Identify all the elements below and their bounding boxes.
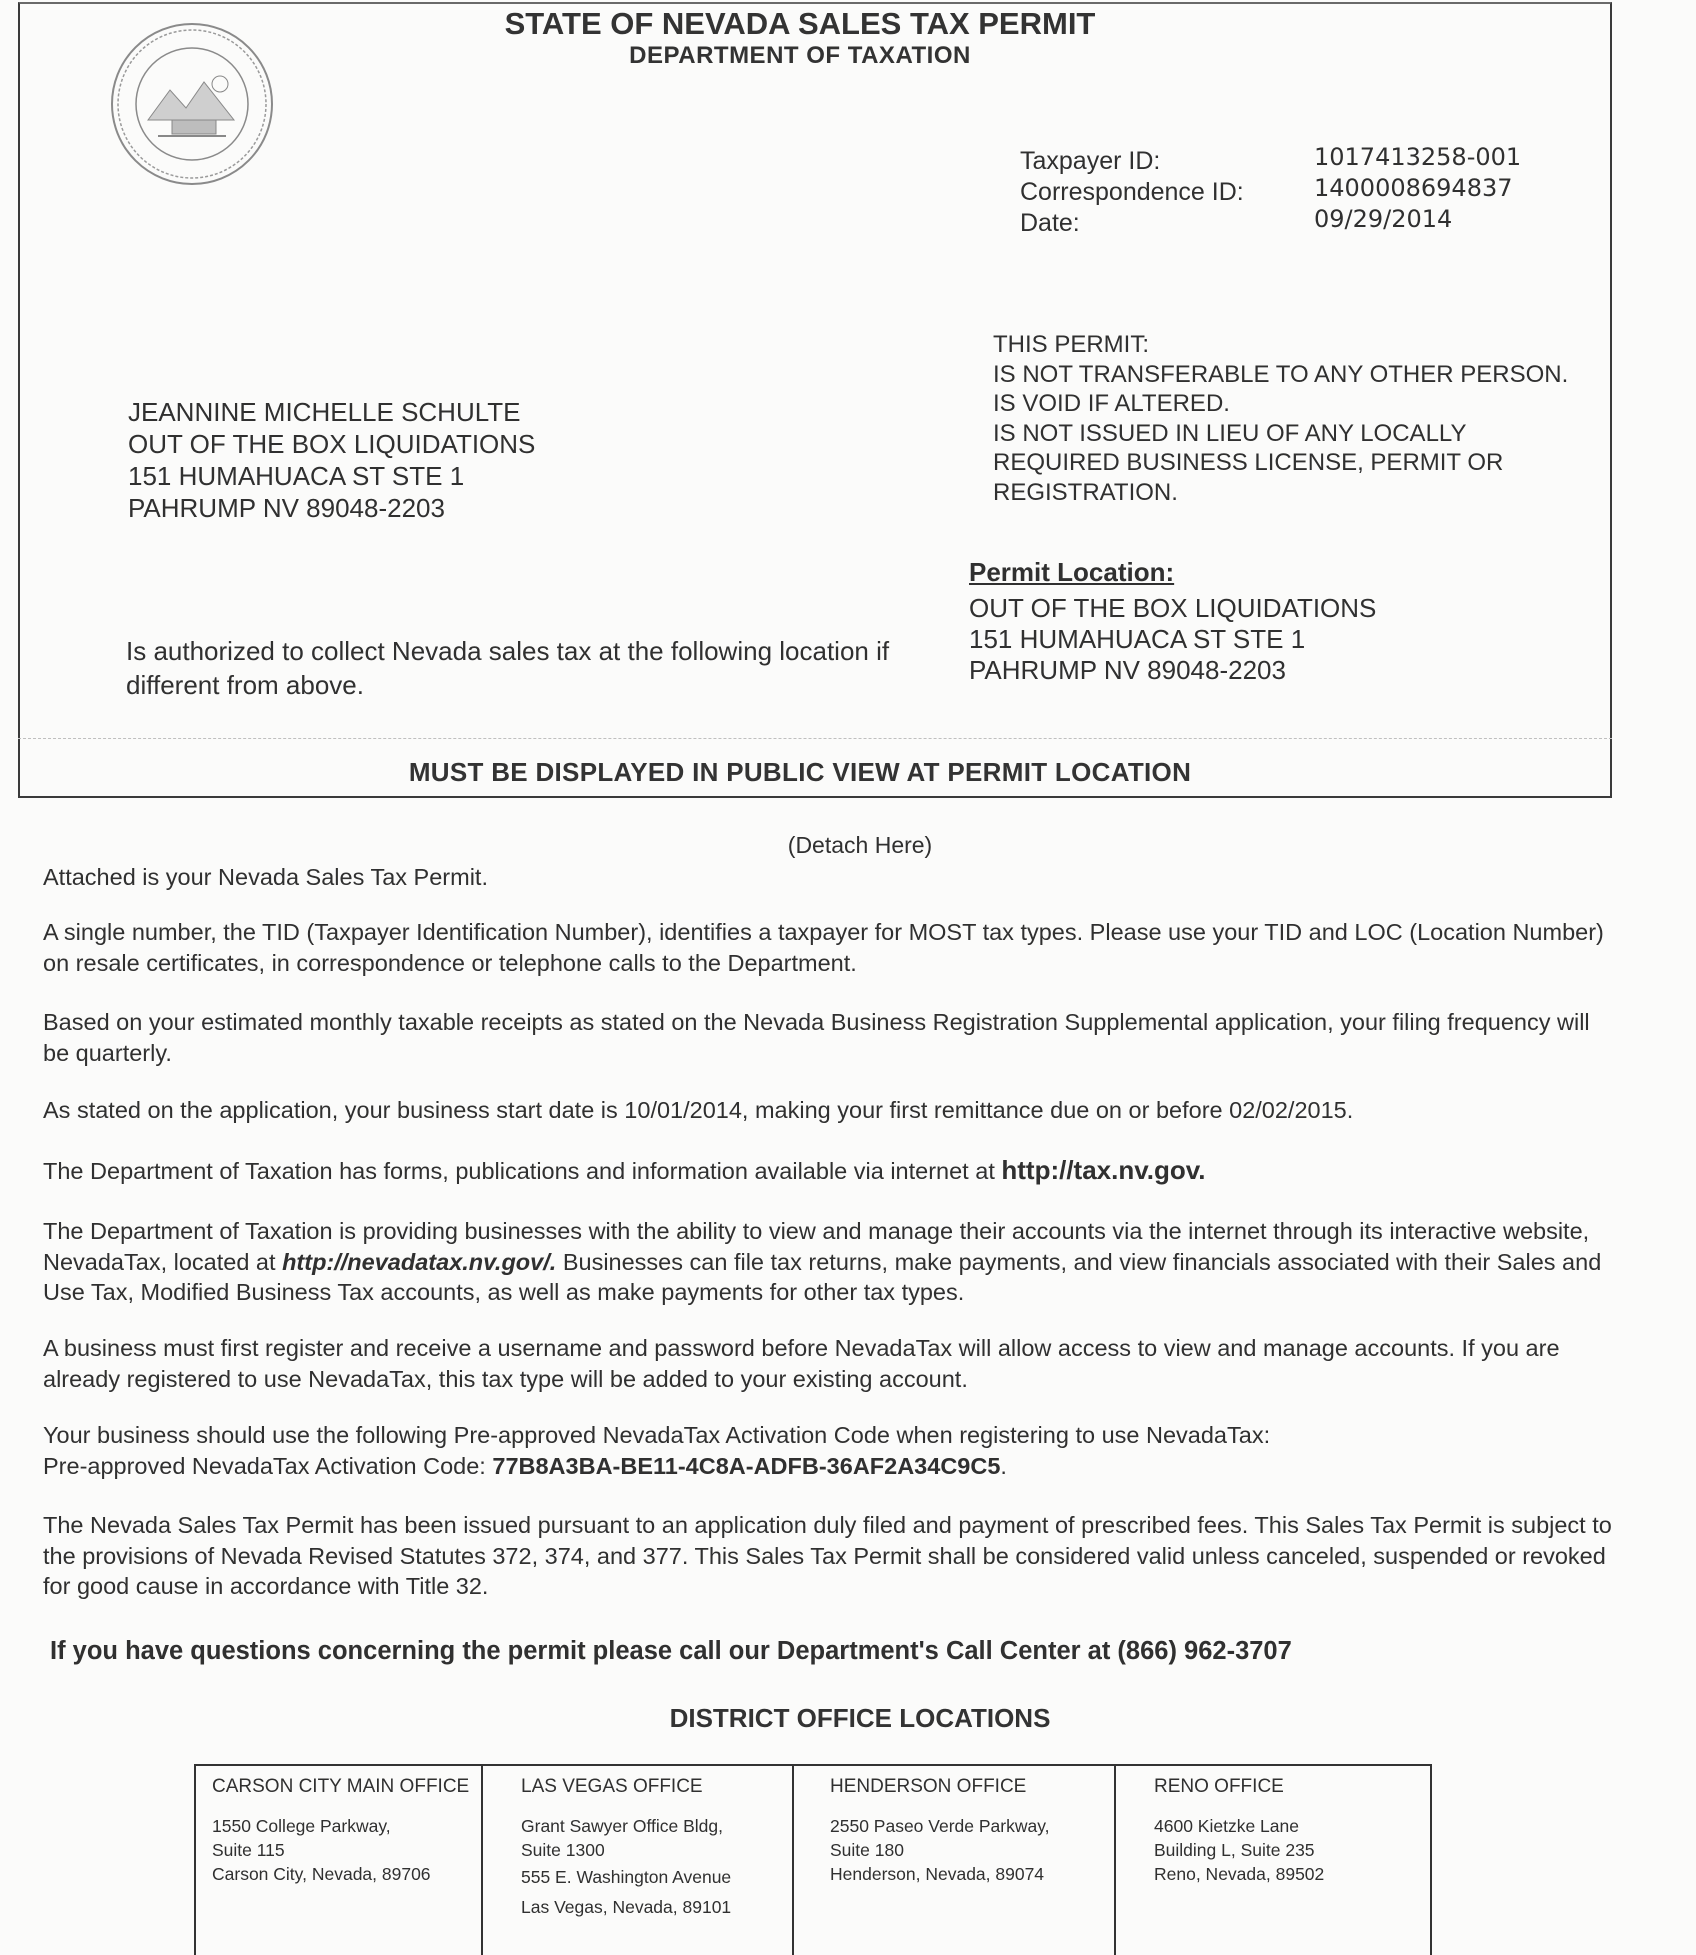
office-line: 555 E. Washington Avenue: [521, 1867, 732, 1887]
activation-intro: Your business should use the following Pre-approved NevadaTax Activation Code when registering to use NevadaTax:: [43, 1422, 1271, 1448]
notice-line: REGISTRATION.: [993, 478, 1178, 506]
office-line: 4600 Kietzke Lane: [1154, 1816, 1299, 1836]
notice-line: THIS PERMIT:: [993, 331, 1150, 358]
notice-line: REQUIRED BUSINESS LICENSE, PERMIT OR: [993, 449, 1504, 476]
notice-line: IS VOID IF ALTERED.: [993, 390, 1230, 417]
office-reno: [1116, 1766, 1430, 1955]
date-label: Date:: [1020, 209, 1080, 237]
state-seal-icon: [108, 20, 276, 188]
taxpayer-id-label: Taxpayer ID:: [1020, 147, 1161, 175]
office-line: Reno, Nevada, 89502: [1154, 1864, 1325, 1884]
district-offices-heading: DISTRICT OFFICE LOCATIONS: [669, 1703, 1051, 1733]
letter-paragraph-4: As stated on the application, your business start date is 10/01/2014, making your first remittance due on or before 02/02/2015.: [43, 1097, 1354, 1123]
detach-label: (Detach Here): [787, 832, 933, 858]
nevadatax-link[interactable]: http://nevadatax.nv.gov/.: [282, 1248, 557, 1275]
notice-line: IS NOT ISSUED IN LIEU OF ANY LOCALLY: [993, 419, 1467, 447]
permit-location-address: [969, 593, 1376, 686]
letter-paragraph-3: Based on your estimated monthly taxable receipts as stated on the Nevada Business Registration Supplemental application, your filing frequency will be quarterly.: [43, 1009, 1590, 1066]
location-line: 151 HUMAHUACA ST STE 1: [969, 624, 1306, 654]
department-name: DEPARTMENT OF TAXATION: [629, 42, 971, 69]
office-line: 1550 College Parkway,: [212, 1816, 391, 1836]
letter-paragraph-2: A single number, the TID (Taxpayer Identification Number), identifies a taxpayer for MOST tax types. Please use your TID and LOC (Location Number) on resale certificates, in correspondence or telephone calls to the Department.: [43, 919, 1604, 976]
letter-paragraph-8: [43, 1420, 1613, 1481]
letter-paragraph-7: A business must first register and receive a username and password before NevadaTax will allow access to view and manage accounts. If you are already registered to use NevadaTax, this tax type will be added to your existing account.: [43, 1335, 1560, 1392]
office-line: 2550 Paseo Verde Parkway,: [830, 1816, 1050, 1836]
office-line: Suite 180: [830, 1840, 904, 1860]
id-labels: [1020, 146, 1244, 239]
correspondence-id-value: 1400008694837: [1314, 174, 1513, 202]
date-value: 09/29/2014: [1314, 205, 1453, 233]
letter-paragraph-1: Attached is your Nevada Sales Tax Permit.: [43, 864, 488, 890]
permit-title: STATE OF NEVADA SALES TAX PERMIT: [504, 6, 1096, 41]
address-line: PAHRUMP NV 89048-2203: [128, 493, 445, 523]
taxpayer-id-value: 1017413258-001: [1314, 143, 1522, 171]
letter-paragraph-5: [43, 1155, 1613, 1187]
address-line: OUT OF THE BOX LIQUIDATIONS: [128, 429, 536, 459]
letter-paragraph-9: The Nevada Sales Tax Permit has been issued pursuant to an application duly filed and payment of prescribed fees. This Sales Tax Permit is subject to the provisions of Nevada Revised Statutes 372, 374, and 377. This Sales Tax Permit shall be considered valid unless canceled, suspended or revoked for good cause in accordance with Title 32.: [43, 1512, 1612, 1599]
office-line: Suite 1300: [521, 1840, 605, 1860]
correspondence-id-label: Correspondence ID:: [1020, 178, 1244, 206]
authorization-statement: Is authorized to collect Nevada sales tax at the following location if different from above.: [126, 636, 890, 700]
office-line: Building L, Suite 235: [1154, 1840, 1315, 1860]
office-line: Grant Sawyer Office Bldg,: [521, 1816, 723, 1836]
office-name: CARSON CITY MAIN OFFICE: [212, 1776, 470, 1797]
address-line: 151 HUMAHUACA ST STE 1: [128, 461, 465, 491]
fold-line: [18, 738, 1612, 739]
taxpayer-address: [128, 396, 535, 524]
office-carson-city: [196, 1766, 483, 1955]
office-name: LAS VEGAS OFFICE: [521, 1776, 703, 1797]
address-line: JEANNINE MICHELLE SCHULTE: [128, 397, 521, 427]
call-center-notice: If you have questions concerning the permit please call our Department's Call Center at (866) 962-3707: [50, 1637, 1292, 1665]
letter-paragraph-6-text-b: Businesses can file tax returns, make payments, and view financials associated with their Sales and Use Tax, Modified Business Tax accounts, as well as make payments for other tax types.: [43, 1248, 1602, 1305]
activation-code-end: .: [1000, 1452, 1007, 1479]
office-name: RENO OFFICE: [1154, 1776, 1284, 1797]
office-line: Las Vegas, Nevada, 89101: [521, 1897, 732, 1917]
office-line: Henderson, Nevada, 89074: [830, 1864, 1045, 1884]
office-line: Suite 115: [212, 1840, 285, 1860]
letter-paragraph-5-text: The Department of Taxation has forms, publications and information available via internet at: [43, 1158, 1002, 1184]
permit-notice: [993, 330, 1568, 507]
letter-paragraph-6-text-a: The Department of Taxation is providing businesses with the ability to view and manage their accounts via the internet through its interactive website, NevadaTax, located at: [43, 1218, 1590, 1275]
location-line: PAHRUMP NV 89048-2203: [969, 655, 1286, 685]
permit-location-heading: Permit Location:: [969, 557, 1175, 587]
activation-code-line: [43, 1451, 1613, 1482]
tax-website-link[interactable]: http://tax.nv.gov.: [1001, 1155, 1206, 1185]
id-values: [1314, 142, 1521, 235]
notice-line: IS NOT TRANSFERABLE TO ANY OTHER PERSON.: [993, 360, 1569, 388]
location-line: OUT OF THE BOX LIQUIDATIONS: [969, 593, 1377, 623]
office-name: HENDERSON OFFICE: [830, 1776, 1027, 1797]
display-notice: MUST BE DISPLAYED IN PUBLIC VIEW AT PERMIT LOCATION: [408, 757, 1192, 787]
activation-code-label: Pre-approved NevadaTax Activation Code:: [43, 1452, 493, 1479]
district-offices-table: [194, 1764, 1432, 1955]
activation-code: 77B8A3BA-BE11-4C8A-ADFB-36AF2A34C9C5: [492, 1452, 1001, 1479]
office-las-vegas: [483, 1766, 794, 1955]
office-line: Carson City, Nevada, 89706: [212, 1864, 431, 1884]
letter-paragraph-6: [43, 1216, 1613, 1308]
office-henderson: [794, 1766, 1116, 1955]
